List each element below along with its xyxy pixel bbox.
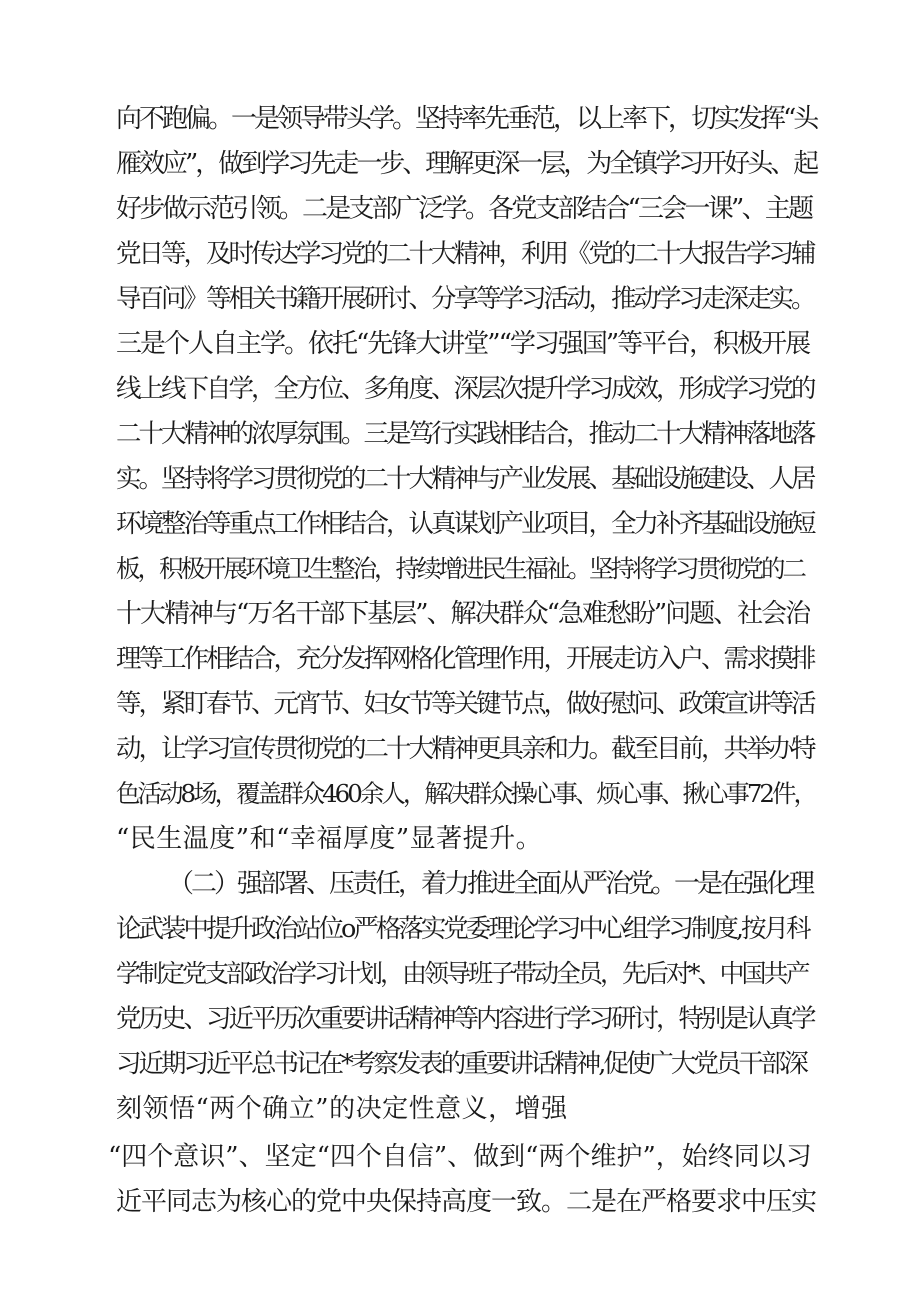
paragraph-line: 等，紧盯春节、元宵节、妇女节等关键节点，做好慰问、政策宣讲等活 <box>116 689 814 719</box>
paragraph-line: 党历史、习近平历次重要讲话精神等内容进行学习研讨，特别是认真学 <box>116 1004 814 1034</box>
paragraph-line: 雁效应”，做到学习先走一步、理解更深一层，为全镇学习开好头、起 <box>116 149 817 179</box>
section-heading-line: （二）强部署、压责任，着力推进全面从严治党。一是在强化理 <box>168 869 813 899</box>
paragraph-line: “四个意识”、坚定“四个自信”、做到“两个维护”，始终同以习 <box>108 1142 812 1172</box>
paragraph-line: 近平同志为核心的党中央保持高度一致。二是在严格要求中压实 <box>116 1187 817 1217</box>
paragraph-line: 实。坚持将学习贯彻党的二十大精神与产业发展、基础设施建设、人居 <box>116 464 814 494</box>
paragraph-line: “民生温度”和“幸福厚度”显著提升。 <box>116 824 543 854</box>
paragraph-line: 理等工作相结合，充分发挥网格化管理作用，开展走访入户、需求摸排 <box>116 644 814 674</box>
paragraph-line: 习近期习近平总书记在*考察发表的重要讲话精神,促使广大党员干部深 <box>116 1049 806 1079</box>
paragraph-line: 导百问》等相关书籍开展研讨、分享等学习活动，推动学习走深走实。 <box>116 284 814 314</box>
paragraph-line: 二十大精神的浓厚氛围。三是笃行实践相结合，推动二十大精神落地落 <box>116 419 814 449</box>
paragraph-line: 三是个人自主学。依托“先锋大讲堂”“学习强国”等平台，积极开展 <box>116 329 810 359</box>
paragraph-line: 环境整治等重点工作相结合，认真谋划产业项目，全力补齐基础设施短 <box>116 509 814 539</box>
paragraph-line: 论武装中提升政治站位o严格落实党委理论学习中心组学习制度,按月科 <box>116 914 809 944</box>
paragraph-line: 党日等，及时传达学习党的二十大精神，利用《党的二十大报告学习辅 <box>116 239 814 269</box>
paragraph-line: 板，积极开展环境卫生整治，持续增进民生福祉。坚持将学习贯彻党的二 <box>116 554 804 583</box>
paragraph-line: 好步做示范引领。二是支部广泛学。各党支部结合“三会一课”、主题 <box>116 194 812 224</box>
paragraph-line: 向不跑偏。一是领导带头学。坚持率先垂范，以上率下，切实发挥“头 <box>116 104 817 134</box>
paragraph-line: 线上线下自学，全方位、多角度、深层次提升学习成效，形成学习党的 <box>116 374 814 404</box>
paragraph-line: 色活动8场，覆盖群众460余人，解决群众操心事、烦心事、揪心事72件， <box>116 779 816 808</box>
paragraph-line: 十大精神与“万名干部下基层”、解决群众“急难愁盼”问题、社会治 <box>116 599 810 629</box>
paragraph-line: 动，让学习宣传贯彻党的二十大精神更具亲和力。截至目前，共举办特 <box>116 734 814 764</box>
paragraph-line: 学制定党支部政治学习计划，由领导班子带动全员，先后对*、中国共产 <box>116 959 808 988</box>
paragraph-line: 刻领悟“两个确立”的决定性意义，增强 <box>116 1094 568 1124</box>
